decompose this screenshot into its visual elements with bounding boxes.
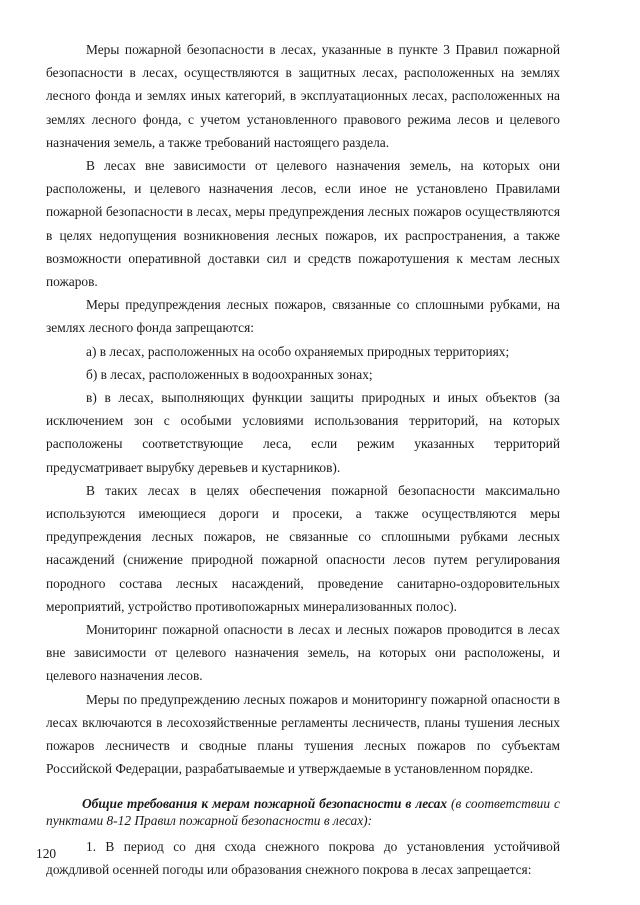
section-heading (46, 795, 560, 829)
list-item-b: б) в лесах, расположенных в водоохранных зонах; (86, 366, 373, 382)
paragraph-1: Меры пожарной безопасности в лесах, указанные в пункте 3 Правил пожарной безопасности в лесах, осуществляются в защитных лесах, расположенных на землях лесного фонда и землях иных категорий, в эксплуатационных лесах, расположенных на землях лесного фонда, с учетом установленного правового режима лесов и целевого назначения земель, а также требований настоящего раздела. (46, 42, 560, 150)
page-number: 120 (36, 846, 57, 861)
paragraph-3: Меры предупреждения лесных пожаров, связанные со сплошными рубками, на землях лесного фонда запрещаются: (46, 297, 560, 336)
paragraph-2: В лесах вне зависимости от целевого назначения земель, на которых они расположены, и целевого назначения лесов, если иное не установлено Правилами пожарной безопасности в лесах, меры предупреждения лесных пожаров осуществляются в целях недопущения возникновения лесных пожаров, их распространения, а также возможности оперативной доставки сил и средств пожаротушения к местам лесных пожаров. (46, 158, 560, 290)
document-body (46, 38, 560, 881)
numbered-item-1: 1. В период со дня схода снежного покрова до установления устойчивой дождливой осенней погоды или образования снежного покрова в лесах запрещается: (46, 838, 560, 877)
section-heading-note: (в соответствии с пунктами 8-12 Правил пожарной безопасности в лесах): (46, 795, 561, 828)
section-heading-title: Общие требования к мерам пожарной безопасности в лесах (82, 795, 448, 811)
paragraph-6: Меры по предупреждению лесных пожаров и мониторингу пожарной опасности в лесах включаются в лесохозяйственные регламенты лесничеств, планы тушения лесных пожаров лесничеств и сводные планы тушения лесных пожаров по субъектам Российской Федерации, разрабатываемые и утверждаемые в установленном порядке. (46, 691, 560, 777)
list-item-c: в) в лесах, выполняющих функции защиты природных и иных объектов (за исключением зон с особыми условиями использования территорий, на которых расположены соответствующие леса, если режим указанных территорий предусматривает вырубку деревьев и кустарников). (46, 390, 560, 475)
list-item-a: а) в лесах, расположенных на особо охраняемых природных территориях; (86, 343, 510, 359)
paragraph-4: В таких лесах в целях обеспечения пожарной безопасности максимально используются имеющиеся дороги и просеки, а также осуществляются меры предупреждения лесных пожаров, не связанные со сплошными рубками лесных насаждений (снижение природной пожарной опасности лесов путем регулирования породного состава лесных насаждений, проведение санитарно-оздоровительных мероприятий, устройство противопожарных минерализованных полос). (46, 482, 560, 614)
paragraph-5: Мониторинг пожарной опасности в лесах и лесных пожаров проводится в лесах вне зависимости от целевого назначения земель, на которых они расположены, и целевого назначения лесов. (46, 622, 560, 684)
